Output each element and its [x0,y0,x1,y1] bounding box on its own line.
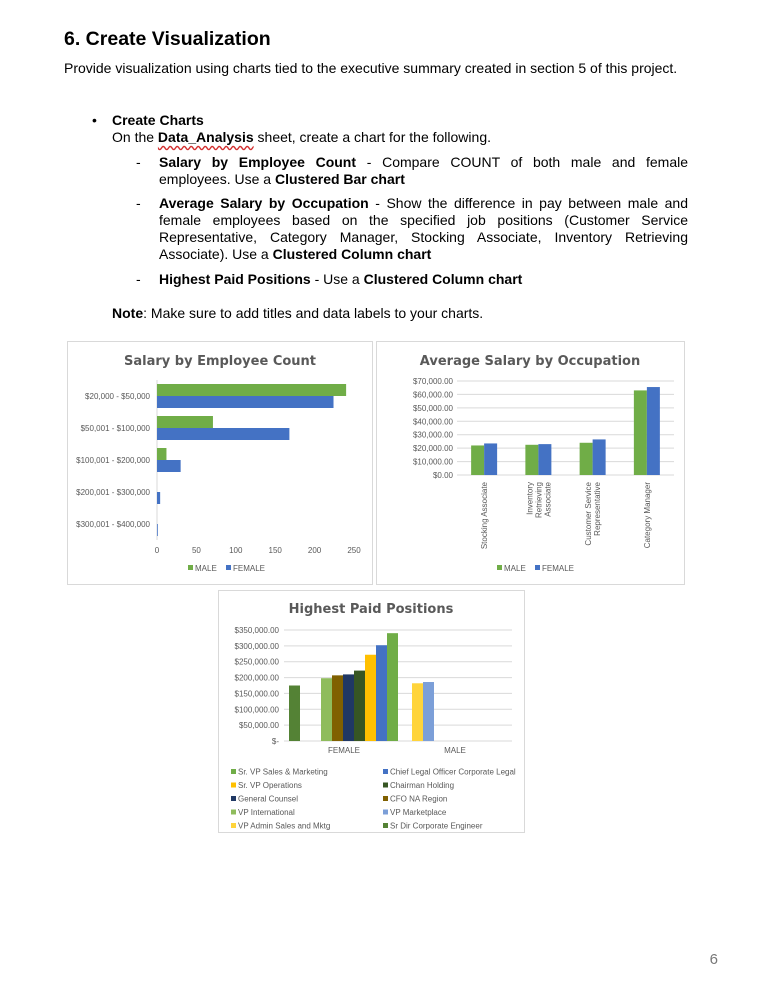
item-text: - Compare COUNT of both male and female employees. Use a [159,154,688,187]
x-tick-label: 150 [268,546,282,555]
y-tick-label: $10,000.00 [412,457,453,467]
category-label-line: Customer Service [584,482,594,546]
legend-swatch [226,565,231,570]
item-avg-salary [159,195,688,263]
item-salary-by-count [159,154,688,188]
x-tick-label: 100 [229,546,243,555]
column [365,655,376,741]
column [376,645,387,741]
y-tick-label: $60,000.00 [412,390,453,400]
column-male [525,445,538,475]
column [354,671,365,741]
column [412,683,423,741]
bar-male [157,416,213,428]
column-male [634,390,647,475]
column [423,682,434,741]
y-tick-label: $250,000.00 [234,657,279,667]
x-tick-label: 0 [154,546,160,555]
bullet-instruction [112,129,491,145]
note [112,305,483,321]
y-tick-label: $30,000.00 [412,430,453,440]
bar-female [157,460,181,472]
y-tick-label: $40,000.00 [412,417,453,427]
column-female [647,387,660,475]
y-tick-label: $200,000.00 [234,673,279,683]
legend-label: FEMALE [233,564,266,573]
legend-label: VP International [238,808,295,817]
y-tick-label: $50,000.00 [412,403,453,413]
chart-average-salary-by-occupation[interactable] [376,341,685,585]
bar-female [157,492,160,504]
category-label [643,482,652,549]
category-label [525,481,552,518]
legend-swatch [231,783,236,788]
instruction-pre: On the [112,129,158,145]
category-label: $300,001 - $400,000 [76,520,150,529]
y-tick-label: $70,000.00 [412,377,453,386]
y-tick-label: $150,000.00 [234,689,279,699]
y-tick-label: $0.00 [432,471,453,480]
legend-swatch [188,565,193,570]
legend-label: FEMALE [542,564,575,573]
category-label-line: Representative [593,482,603,536]
y-tick-label: $50,000.00 [238,721,279,731]
item-highest-paid [159,271,688,288]
legend-swatch [383,796,388,801]
legend-swatch [383,783,388,788]
chart-title: Average Salary by Occupation [419,354,641,369]
bullet-title: Create Charts [112,112,204,128]
section-heading: 6. Create Visualization [64,28,271,50]
column [387,633,398,741]
column [332,675,343,741]
category-label [584,481,602,545]
item-name: Highest Paid Positions [159,271,311,287]
category-label: MALE [444,746,466,755]
x-tick-label: 250 [347,546,361,555]
legend-label: VP Admin Sales and Mktg [238,821,331,831]
category-label-line: Retrieving [534,482,544,519]
category-label: $200,001 - $300,000 [76,488,150,497]
column [321,678,332,741]
legend-label: CFO NA Region [390,794,448,804]
legend-label: General Counsel [238,794,299,804]
legend-label: Chief Legal Officer Corporate Legal [390,767,516,777]
legend-swatch [535,565,540,570]
legend-swatch [383,810,388,815]
chart-highest-paid-positions[interactable] [218,590,525,833]
bar-female [157,428,289,440]
legend-label: VP Marketplace [390,808,447,817]
item-text: - Show the difference in pay between male and female employees based on the specified job positions (Customer Service Representative, Category Manager, Stocking Associate, Inventory Retrieving Associate). Use a [159,195,688,262]
intro-paragraph: Provide visualization using charts tied to the executive summary created in section 5 of this project. [64,60,678,76]
bar-female [157,396,334,408]
chart-title: Salary by Employee Count [123,354,317,369]
item-chart-type: Clustered Column chart [363,271,523,287]
page-number: 6 [709,951,718,968]
legend-swatch [231,810,236,815]
column [289,686,300,742]
item-dash: - [136,271,141,287]
category-label: $20,000 - $50,000 [85,392,150,401]
item-name: Salary by Employee Count [159,154,357,170]
y-tick-label: $350,000.00 [234,626,279,635]
category-label: $50,001 - $100,000 [80,424,150,433]
legend-swatch [383,769,388,774]
column [343,674,354,741]
category-label-line: Associate [543,482,553,517]
y-tick-label: $100,000.00 [234,705,279,715]
legend-label: Chairman Holding [390,781,455,790]
legend-swatch [231,823,236,828]
bar-male [157,384,346,396]
category-label [480,481,489,549]
chart-title: Highest Paid Positions [288,602,454,617]
bar-male [157,448,166,460]
item-chart-type: Clustered Column chart [272,246,432,262]
bullet-icon: • [92,112,97,128]
item-dash: - [136,195,141,211]
legend-label: Sr Dir Corporate Engineer [390,821,483,831]
chart-2-svg [377,342,684,584]
note-text: : Make sure to add titles and data labels to your charts. [143,305,484,321]
legend-swatch [497,565,502,570]
legend-swatch [231,769,236,774]
category-label-line: Inventory [525,482,535,515]
legend-swatch [231,796,236,801]
note-label: Note [112,305,144,321]
category-label: $100,001 - $200,000 [76,456,150,465]
sheet-name: Data_Analysis [157,129,254,145]
x-tick-label: 50 [191,546,201,555]
chart-1-svg [68,342,372,584]
chart-3-svg [219,591,524,832]
y-tick-label: $300,000.00 [234,641,279,651]
column-female [593,439,606,475]
column-male [471,445,484,475]
y-tick-label: $20,000.00 [412,444,453,454]
legend-label: Sr. VP Sales & Marketing [238,767,328,777]
column-female [538,444,551,475]
legend-label: MALE [195,564,217,573]
x-tick-label: 200 [307,546,322,555]
y-tick-label: $- [271,737,279,746]
category-label-line: Category Manager [642,482,652,549]
legend-label: MALE [504,564,526,573]
chart-salary-by-employee-count[interactable] [67,341,373,585]
bar-female [157,524,158,536]
category-label: FEMALE [327,746,361,755]
item-chart-type: Clustered Bar chart [274,171,405,187]
instruction-post: sheet, create a chart for the following. [253,129,491,145]
item-text: - Use a [310,271,364,287]
item-name: Average Salary by Occupation [159,195,369,211]
legend-label: Sr. VP Operations [238,781,302,790]
category-label-line: Stocking Associate [480,482,490,550]
column-male [580,443,593,475]
legend-swatch [383,823,388,828]
column-female [484,443,497,475]
item-dash: - [136,154,141,170]
